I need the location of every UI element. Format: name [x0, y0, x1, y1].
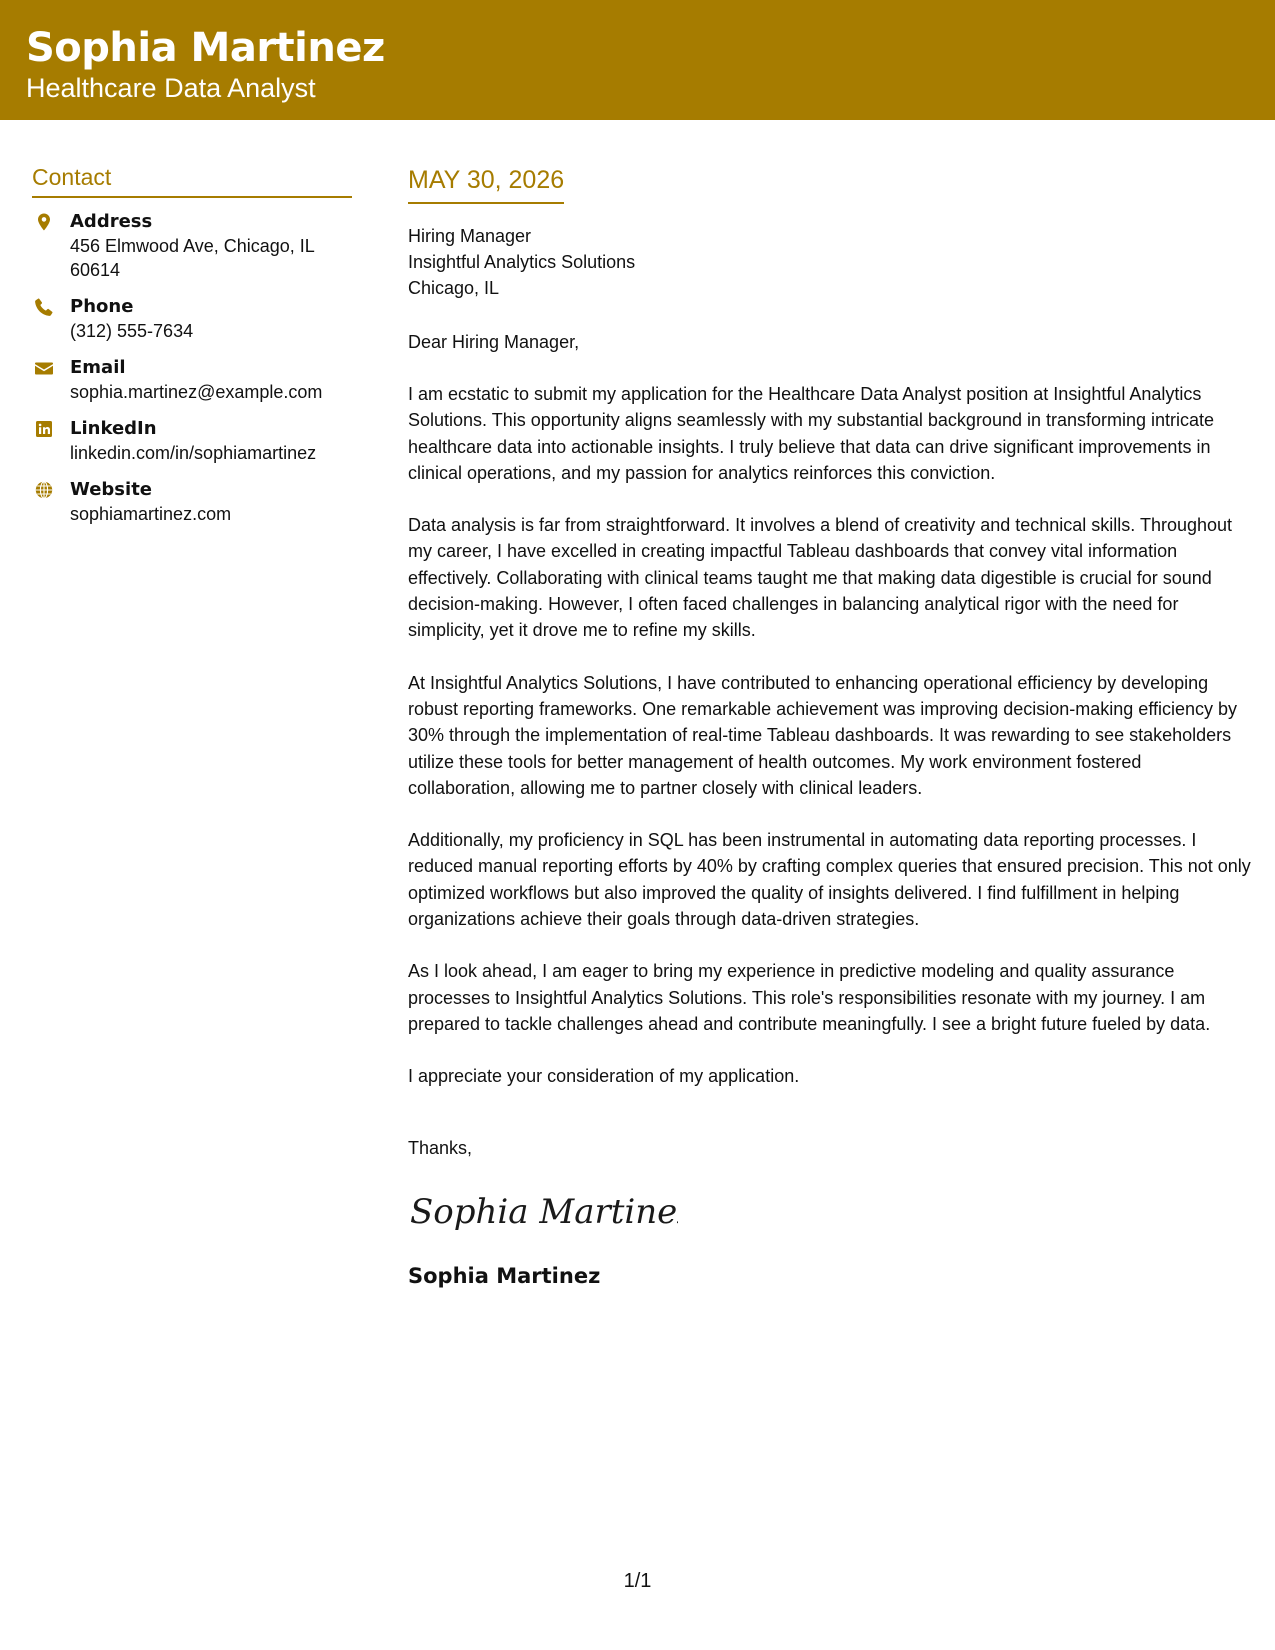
closing: Thanks, — [408, 1137, 473, 1158]
contact-heading: Contact — [32, 162, 352, 198]
contact-value: (312) 555-7634 — [70, 321, 194, 341]
handwritten-signature — [408, 1187, 678, 1237]
letter-paragraph: As I look ahead, I am eager to bring my experience in predictive modeling and quality assurance processes to Insightful Analytics Solutions. This role's responsibilities resonate with my journey. I am prepared to tackle challenges ahead and contribute meaningfully. I see a bright future fueled by data. — [408, 961, 1211, 1034]
contact-label: Phone — [70, 296, 134, 317]
contact-value: sophia.martinez@example.com — [70, 382, 323, 402]
contact-value: 456 Elmwood Ave, Chicago, IL 60614 — [70, 236, 315, 280]
contact-item-email — [32, 356, 352, 404]
letter-body — [408, 164, 1253, 1290]
contact-list — [32, 210, 352, 526]
contact-label: LinkedIn — [70, 418, 157, 439]
map-pin-icon — [34, 212, 54, 232]
recipient-line: Chicago, IL — [408, 278, 500, 298]
signed-name: Sophia Martinez — [408, 1263, 601, 1288]
contact-label: Email — [70, 357, 126, 378]
letter-paragraph: Additionally, my proficiency in SQL has been instrumental in automating data reporting processes. I reduced manual reporting efforts by 40% by crafting complex queries that ensured precision. This not only optimized workflows but also improved the quality of insights delivered. I find fulfillment in helping organizations achieve their goals through data-driven strategies. — [408, 830, 1251, 930]
signature-text: Sophia Martinez — [410, 1191, 678, 1232]
job-title: Healthcare Data Analyst — [26, 73, 316, 103]
salutation: Dear Hiring Manager, — [408, 332, 580, 352]
applicant-name: Sophia Martinez — [26, 25, 385, 71]
contact-label: Address — [70, 211, 153, 232]
contact-item-linkedin — [32, 417, 352, 465]
letter-paragraph: I appreciate your consideration of my application. — [408, 1066, 800, 1087]
phone-icon — [34, 297, 54, 317]
envelope-icon — [34, 358, 54, 378]
contact-item-address — [32, 210, 352, 282]
recipient-line: Hiring Manager — [408, 226, 532, 246]
recipient-block — [408, 223, 1253, 301]
letter-paragraph: At Insightful Analytics Solutions, I have contributed to enhancing operational efficiency by developing robust reporting frameworks. One remarkable achievement was improving decision-making efficiency by 30% through the implementation of real-time Tableau dashboards. It was rewarding to see stakeholders utilize these tools for better management of health outcomes. My work environment fostered collaboration, allowing me to partner closely with clinical leaders. — [408, 672, 1238, 798]
contact-item-website — [32, 478, 352, 526]
letter-paragraph: I am ecstatic to submit my application for the Healthcare Data Analyst position at Insightful Analytics Solutions. This opportunity aligns seamlessly with my substantial background in transforming intricate healthcare data into actionable insights. I truly believe that data can drive significant improvements in clinical operations, and my passion for analytics reinforces this conviction. — [408, 384, 1215, 483]
contact-label: Website — [70, 479, 153, 500]
contact-sidebar — [32, 162, 352, 539]
linkedin-icon — [34, 419, 54, 439]
contact-value: sophiamartinez.com — [70, 504, 232, 524]
letter-date: MAY 30, 2026 — [408, 164, 564, 204]
page-number: 1/1 — [623, 1570, 652, 1592]
recipient-line: Insightful Analytics Solutions — [408, 252, 636, 272]
contact-item-phone — [32, 295, 352, 343]
letter-paragraph: Data analysis is far from straightforward. It involves a blend of creativity and technical skills. Throughout my career, I have excelled in creating impactful Tableau dashboards that convey vital information effectively. Collaborating with clinical teams taught me that making data digestible is crucial for sound decision-making. However, I often faced challenges in balancing analytical rigor with the need for simplicity, yet it drove me to refine my skills. — [408, 515, 1233, 641]
header-banner — [0, 0, 1275, 120]
contact-value: linkedin.com/in/sophiamartinez — [70, 443, 317, 463]
globe-icon — [34, 480, 54, 500]
